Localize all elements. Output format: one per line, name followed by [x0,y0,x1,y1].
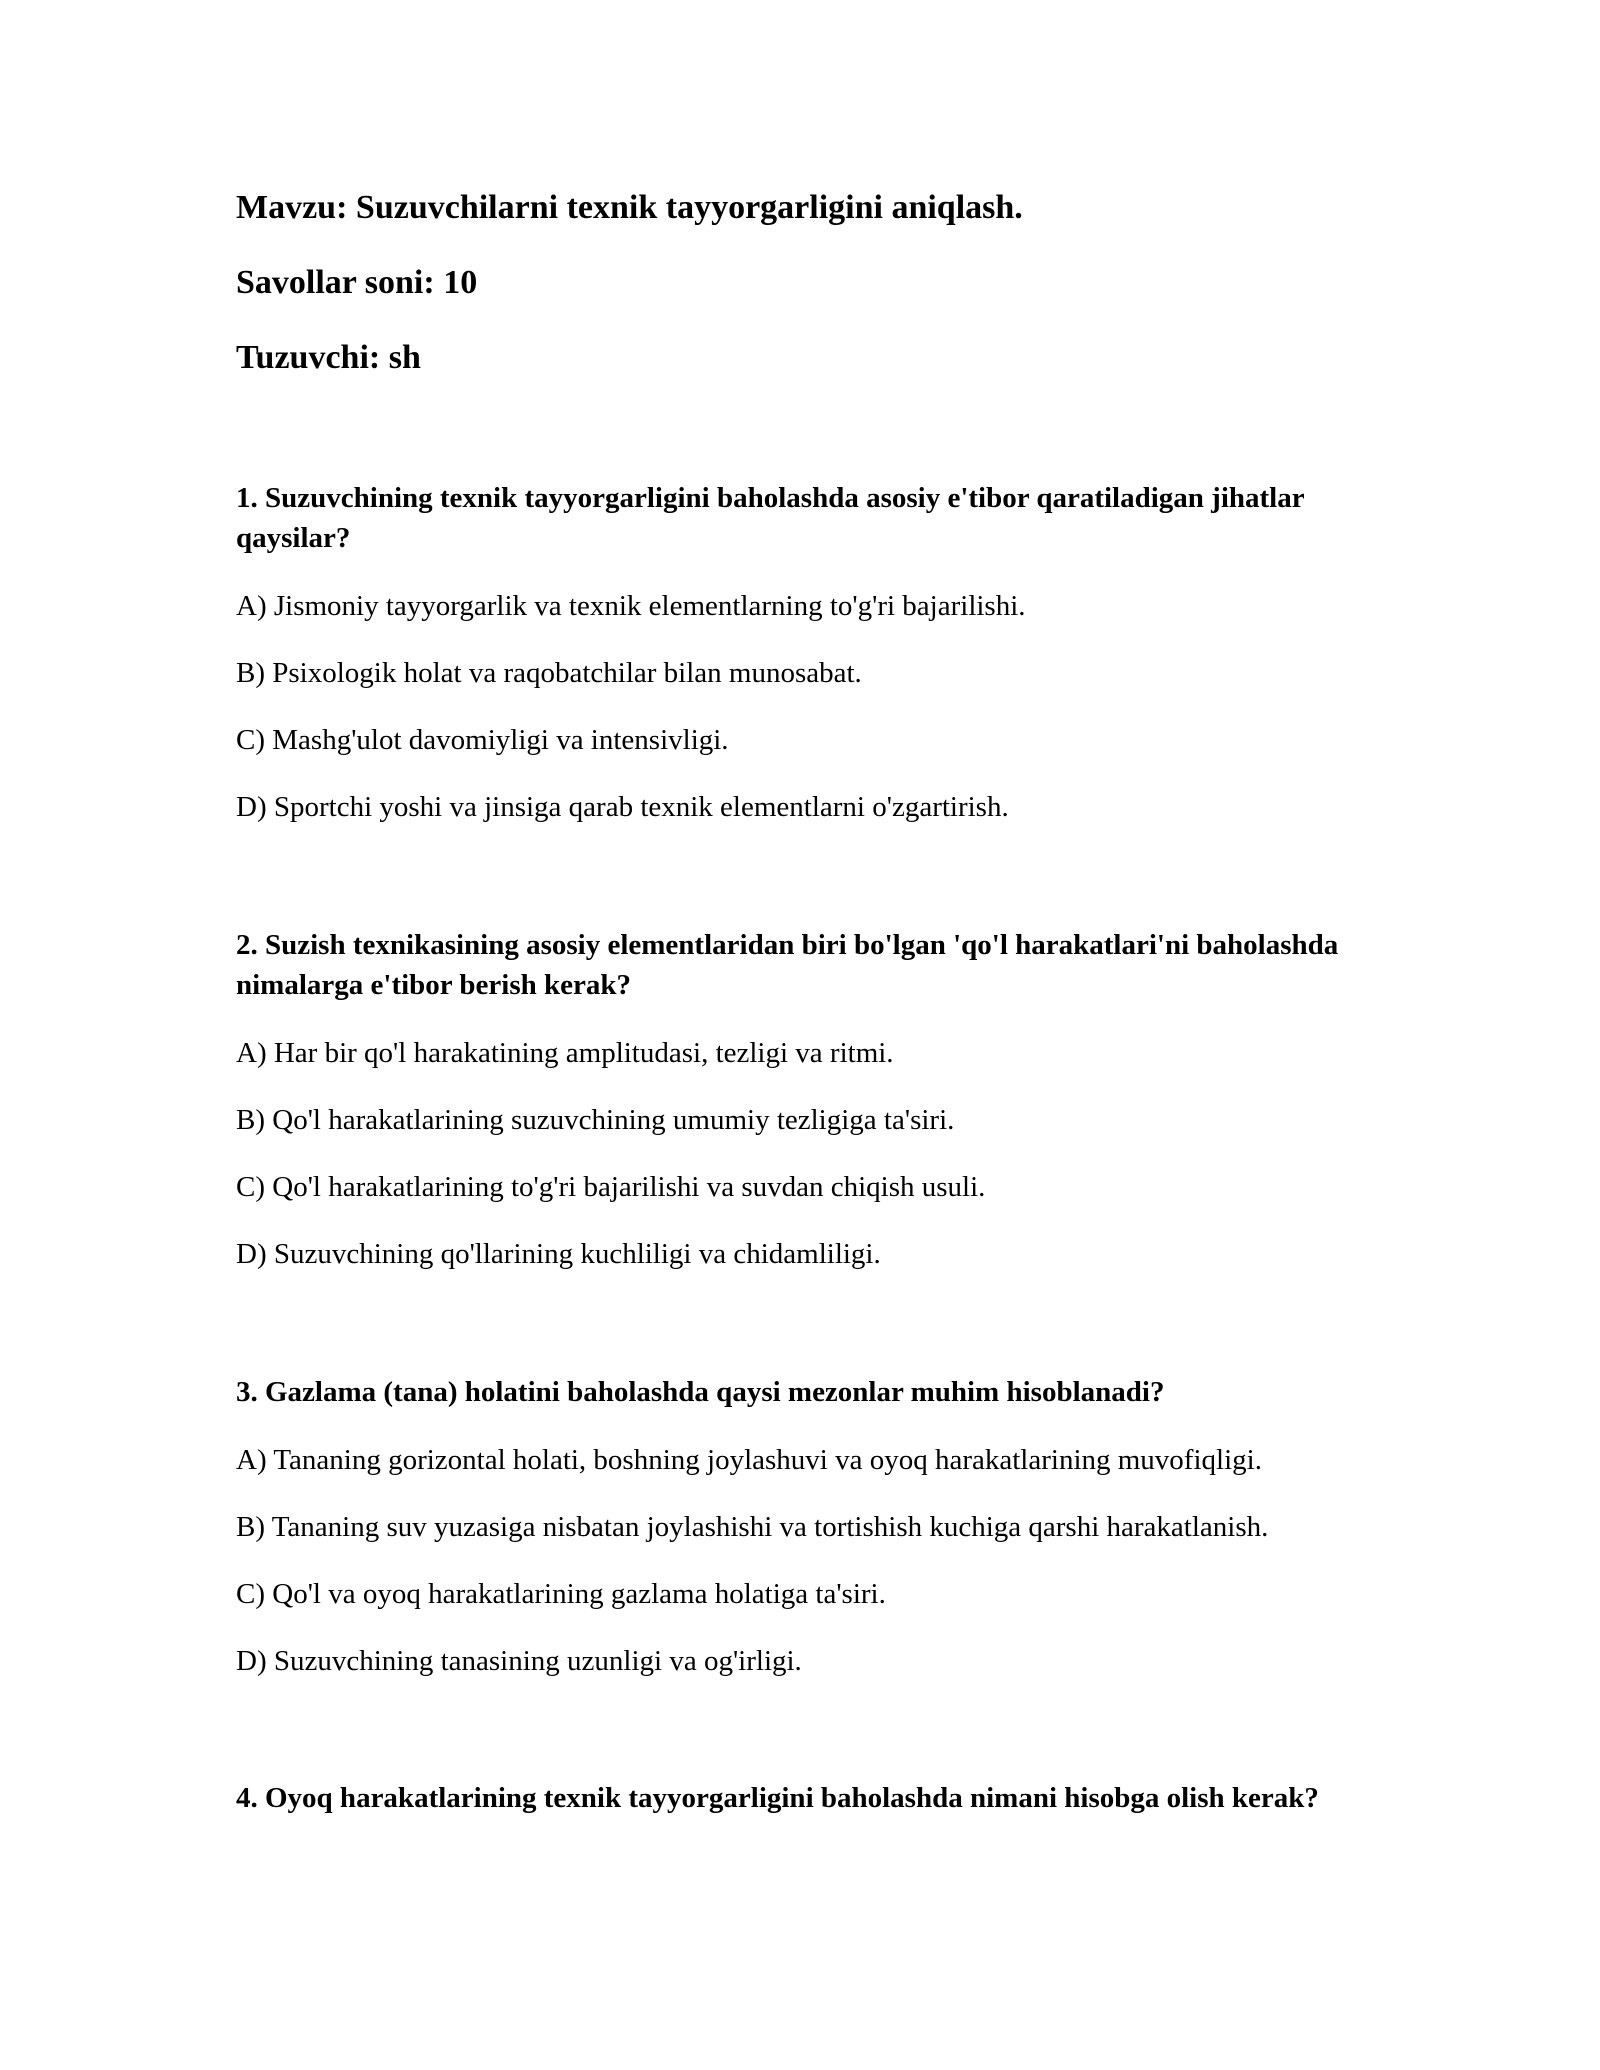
answer-option: B) Tananing suv yuzasiga nisbatan joylashishi va tortishish kuchiga qarshi harakatlanish. [236,1511,1269,1543]
answer-option: A) Jismoniy tayyorgarlik va texnik elementlarning to'g'ri bajarilishi. [236,590,1026,622]
answer-option: D) Suzuvchining qo'llarining kuchliligi va chidamliligi. [236,1238,881,1270]
topic-heading: Mavzu: Suzuvchilarni texnik tayyorgarligini aniqlash. [236,189,1023,226]
answer-option: D) Sportchi yoshi va jinsiga qarab texnik elementlarni o'zgartirish. [236,791,1009,823]
question-title: 2. Suzish texnikasining asosiy elementlaridan biri bo'lgan 'qo'l harakatlari'ni baholashda nimalarga e'tibor berish kerak? [236,929,1339,1001]
question-title: 1. Suzuvchining texnik tayyorgarligini baholashda asosiy e'tibor qaratiladigan jihatlar qaysilar? [236,482,1305,554]
answer-option: D) Suzuvchining tanasining uzunligi va og'irligi. [236,1645,802,1677]
author-heading: Tuzuvchi: sh [236,339,421,376]
answer-option: A) Tananing gorizontal holati, boshning joylashuvi va oyoq harakatlarining muvofiqligi. [236,1444,1262,1476]
question-count-heading: Savollar soni: 10 [236,264,478,301]
answer-option: C) Qo'l va oyoq harakatlarining gazlama holatiga ta'siri. [236,1578,886,1610]
answer-option: B) Psixologik holat va raqobatchilar bilan munosabat. [236,657,862,689]
answer-option: A) Har bir qo'l harakatining amplitudasi, tezligi va ritmi. [236,1037,894,1069]
question-title: 4. Oyoq harakatlarining texnik tayyorgarligini baholashda nimani hisobga olish kerak? [236,1782,1319,1814]
answer-option: C) Qo'l harakatlarining to'g'ri bajarilishi va suvdan chiqish usuli. [236,1171,986,1203]
answer-option: B) Qo'l harakatlarining suzuvchining umumiy tezligiga ta'siri. [236,1104,955,1136]
question-title: 3. Gazlama (tana) holatini baholashda qaysi mezonlar muhim hisoblanadi? [236,1376,1165,1408]
answer-option: C) Mashg'ulot davomiyligi va intensivligi. [236,724,729,756]
